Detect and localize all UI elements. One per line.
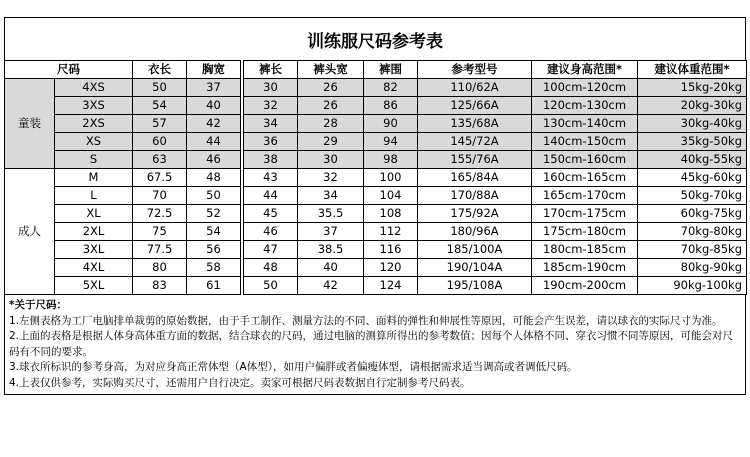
cell-length: 75 [133, 223, 187, 241]
cell-height: 185cm-190cm [532, 259, 638, 277]
cell-waist: 32 [298, 169, 364, 187]
cell-chest: 46 [187, 151, 241, 169]
cell-height: 160cm-165cm [532, 169, 638, 187]
cell-length: 57 [133, 115, 187, 133]
header-size: 尺码 [5, 61, 133, 79]
cell-chest: 42 [187, 115, 241, 133]
size-notes [4, 295, 746, 395]
cell-chest: 44 [187, 133, 241, 151]
notes-heading: *关于尺码： [9, 299, 67, 311]
cell-height: 180cm-185cm [532, 241, 638, 259]
header-ref-model: 参考型号 [418, 61, 532, 79]
header-weight: 建议体重范围* [638, 61, 747, 79]
cell-size: 5XL [55, 277, 133, 295]
cell-hip: 90 [364, 115, 418, 133]
cell-length: 80 [133, 259, 187, 277]
header-waist: 裤头宽 [298, 61, 364, 79]
table-row [5, 133, 747, 151]
cell-ref-model: 180/96A [418, 223, 532, 241]
cell-pants-length: 43 [244, 169, 298, 187]
cell-hip: 86 [364, 97, 418, 115]
note-item: 1.左侧表格为工厂电脑排单裁剪的原始数据，由于手工制作、测量方法的不同、面料的弹性和伸展性等原因，可能会产生误差，请以球衣的实际尺寸为准。 [9, 314, 723, 327]
cell-hip: 100 [364, 169, 418, 187]
header-pants-length: 裤长 [244, 61, 298, 79]
cell-pants-length: 30 [244, 79, 298, 97]
cell-height: 100cm-120cm [532, 79, 638, 97]
table-body [5, 79, 747, 295]
cell-length: 77.5 [133, 241, 187, 259]
cell-hip: 116 [364, 241, 418, 259]
cell-chest: 50 [187, 187, 241, 205]
cell-chest: 56 [187, 241, 241, 259]
cell-hip: 124 [364, 277, 418, 295]
cell-height: 170cm-175cm [532, 205, 638, 223]
cell-weight: 40kg-55kg [638, 151, 747, 169]
cell-weight: 20kg-30kg [638, 97, 747, 115]
table-row [5, 205, 747, 223]
cell-ref-model: 170/88A [418, 187, 532, 205]
cell-waist: 26 [298, 97, 364, 115]
cell-ref-model: 175/92A [418, 205, 532, 223]
cell-length: 54 [133, 97, 187, 115]
cell-ref-model: 165/84A [418, 169, 532, 187]
cell-pants-length: 46 [244, 223, 298, 241]
cell-weight: 70kg-85kg [638, 241, 747, 259]
table-row [5, 115, 747, 133]
cell-pants-length: 48 [244, 259, 298, 277]
cell-size: 4XS [55, 79, 133, 97]
note-item: 2.上面的表格是根据人体身高体重方面的数据，结合球衣的尺码，通过电脑的测算所得出的参考数值；因每个人体格不同、穿衣习惯不同等原因，可能会对尺码有不同的要求。 [9, 330, 734, 358]
cell-waist: 28 [298, 115, 364, 133]
cell-ref-model: 195/108A [418, 277, 532, 295]
table-row [5, 169, 747, 187]
cell-chest: 40 [187, 97, 241, 115]
cell-height: 140cm-150cm [532, 133, 638, 151]
cell-hip: 120 [364, 259, 418, 277]
cell-weight: 35kg-50kg [638, 133, 747, 151]
cell-length: 63 [133, 151, 187, 169]
cell-weight: 30kg-40kg [638, 115, 747, 133]
cell-ref-model: 135/68A [418, 115, 532, 133]
cell-length: 60 [133, 133, 187, 151]
cell-hip: 112 [364, 223, 418, 241]
cell-waist: 40 [298, 259, 364, 277]
cell-pants-length: 50 [244, 277, 298, 295]
cell-size: 3XL [55, 241, 133, 259]
table-row [5, 241, 747, 259]
cell-waist: 35.5 [298, 205, 364, 223]
cell-size: 2XL [55, 223, 133, 241]
cell-size: XS [55, 133, 133, 151]
header-chest: 胸宽 [187, 61, 241, 79]
cell-weight: 45kg-60kg [638, 169, 747, 187]
cell-chest: 61 [187, 277, 241, 295]
cell-size: 2XS [55, 115, 133, 133]
cell-ref-model: 155/76A [418, 151, 532, 169]
table-row [5, 187, 747, 205]
cell-height: 190cm-200cm [532, 277, 638, 295]
cell-ref-model: 145/72A [418, 133, 532, 151]
cell-hip: 108 [364, 205, 418, 223]
cell-size: 4XL [55, 259, 133, 277]
cell-waist: 37 [298, 223, 364, 241]
cell-chest: 37 [187, 79, 241, 97]
cell-height: 120cm-130cm [532, 97, 638, 115]
cell-hip: 104 [364, 187, 418, 205]
group-label: 成人 [5, 169, 55, 295]
header-row [5, 61, 747, 79]
cell-height: 130cm-140cm [532, 115, 638, 133]
cell-height: 175cm-180cm [532, 223, 638, 241]
cell-chest: 52 [187, 205, 241, 223]
table-row [5, 97, 747, 115]
cell-pants-length: 45 [244, 205, 298, 223]
cell-ref-model: 125/66A [418, 97, 532, 115]
cell-pants-length: 44 [244, 187, 298, 205]
cell-size: L [55, 187, 133, 205]
cell-weight: 90kg-100kg [638, 277, 747, 295]
table-row [5, 277, 747, 295]
size-chart [4, 17, 746, 395]
cell-height: 150cm-160cm [532, 151, 638, 169]
cell-chest: 58 [187, 259, 241, 277]
cell-waist: 30 [298, 151, 364, 169]
group-label: 童装 [5, 79, 55, 169]
cell-weight: 50kg-70kg [638, 187, 747, 205]
cell-hip: 94 [364, 133, 418, 151]
table-row [5, 79, 747, 97]
cell-length: 72.5 [133, 205, 187, 223]
cell-chest: 54 [187, 223, 241, 241]
cell-hip: 98 [364, 151, 418, 169]
cell-pants-length: 38 [244, 151, 298, 169]
cell-weight: 60kg-75kg [638, 205, 747, 223]
cell-weight: 70kg-80kg [638, 223, 747, 241]
cell-pants-length: 36 [244, 133, 298, 151]
cell-ref-model: 190/104A [418, 259, 532, 277]
cell-ref-model: 185/100A [418, 241, 532, 259]
note-item: 3.球衣所标识的参考身高，为对应身高正常体型（A体型），如用户偏胖或者偏瘦体型，请根据需求适当调高或者调低尺码。 [9, 361, 578, 373]
cell-pants-length: 47 [244, 241, 298, 259]
header-height: 建议身高范围* [532, 61, 638, 79]
cell-size: 3XS [55, 97, 133, 115]
cell-weight: 80kg-90kg [638, 259, 747, 277]
cell-size: M [55, 169, 133, 187]
cell-length: 70 [133, 187, 187, 205]
cell-hip: 82 [364, 79, 418, 97]
header-length: 衣长 [133, 61, 187, 79]
cell-waist: 42 [298, 277, 364, 295]
cell-size: S [55, 151, 133, 169]
cell-waist: 38.5 [298, 241, 364, 259]
cell-size: XL [55, 205, 133, 223]
table-row [5, 223, 747, 241]
table-row [5, 151, 747, 169]
cell-waist: 26 [298, 79, 364, 97]
cell-chest: 48 [187, 169, 241, 187]
cell-pants-length: 32 [244, 97, 298, 115]
cell-length: 50 [133, 79, 187, 97]
chart-title: 训练服尺码参考表 [4, 17, 746, 60]
table-row [5, 259, 747, 277]
cell-waist: 34 [298, 187, 364, 205]
cell-length: 83 [133, 277, 187, 295]
cell-height: 165cm-170cm [532, 187, 638, 205]
size-table [4, 60, 747, 295]
cell-length: 67.5 [133, 169, 187, 187]
cell-pants-length: 34 [244, 115, 298, 133]
note-item: 4.上表仅供参考，实际购买尺寸，还需用户自行决定。卖家可根据尺码表数据自行定制参考尺码表。 [9, 376, 471, 389]
cell-waist: 29 [298, 133, 364, 151]
header-hip: 裤围 [364, 61, 418, 79]
cell-ref-model: 110/62A [418, 79, 532, 97]
cell-weight: 15kg-20kg [638, 79, 747, 97]
